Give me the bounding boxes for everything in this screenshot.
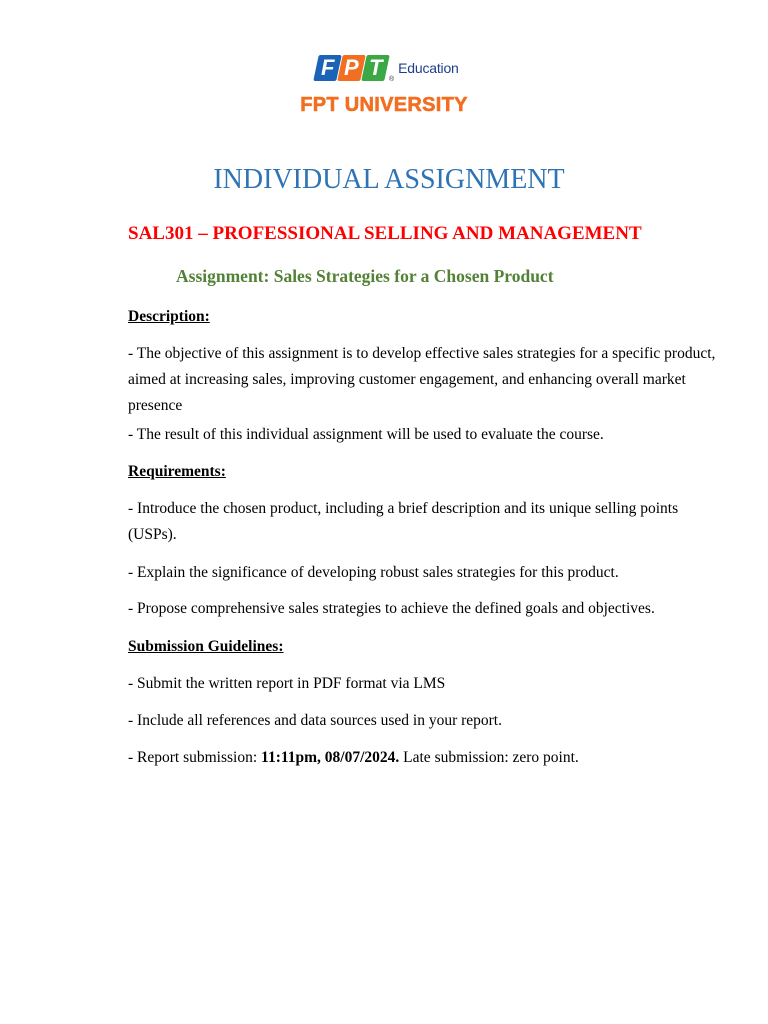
logo-tile-f: F <box>313 55 342 81</box>
deadline-value: 11:11pm, 08/07/2024. <box>261 749 400 766</box>
course-title: SAL301 – PROFESSIONAL SELLING AND MANAGEMENT <box>128 223 642 244</box>
assignment-title: Assignment: Sales Strategies for a Chosen Product <box>176 266 554 286</box>
submission-heading: Submission Guidelines: <box>128 638 284 655</box>
registered-mark: ® <box>389 76 395 83</box>
deadline-prefix: - Report submission: <box>128 749 262 766</box>
requirement-item-2: - Explain the significance of developing robust sales strategies for this product. <box>128 564 619 581</box>
description-paragraph-1: - The objective of this assignment is to develop effective sales strategies for a specific product, aimed at increasing sales, improving customer engagement, and enhancing overall market presence <box>128 345 716 414</box>
logo-wordmark: Education <box>398 60 459 76</box>
requirements-heading: Requirements: <box>128 463 226 480</box>
page-title: INDIVIDUAL ASSIGNMENT <box>213 164 565 195</box>
university-name: FPT UNIVERSITY <box>300 94 468 116</box>
submission-item-2: - Include all references and data sources used in your report. <box>128 712 502 729</box>
description-heading: Description: <box>128 308 210 325</box>
description-paragraph-2: - The result of this individual assignment will be used to evaluate the course. <box>128 426 604 443</box>
logo-tile-t: T <box>361 55 390 81</box>
requirement-item-3: - Propose comprehensive sales strategies to achieve the defined goals and objectives. <box>128 600 655 617</box>
submission-item-1: - Submit the written report in PDF format via LMS <box>128 675 446 692</box>
deadline-suffix: Late submission: zero point. <box>399 749 579 766</box>
fpt-education-logo <box>316 52 459 84</box>
logo-tile-p: P <box>337 55 366 81</box>
fpt-logo-tiles <box>316 53 388 83</box>
requirement-item-1: - Introduce the chosen product, including a brief description and its unique selling points (USPs). <box>128 500 679 543</box>
university-name-wrapper <box>0 94 768 117</box>
submission-deadline <box>128 745 728 771</box>
